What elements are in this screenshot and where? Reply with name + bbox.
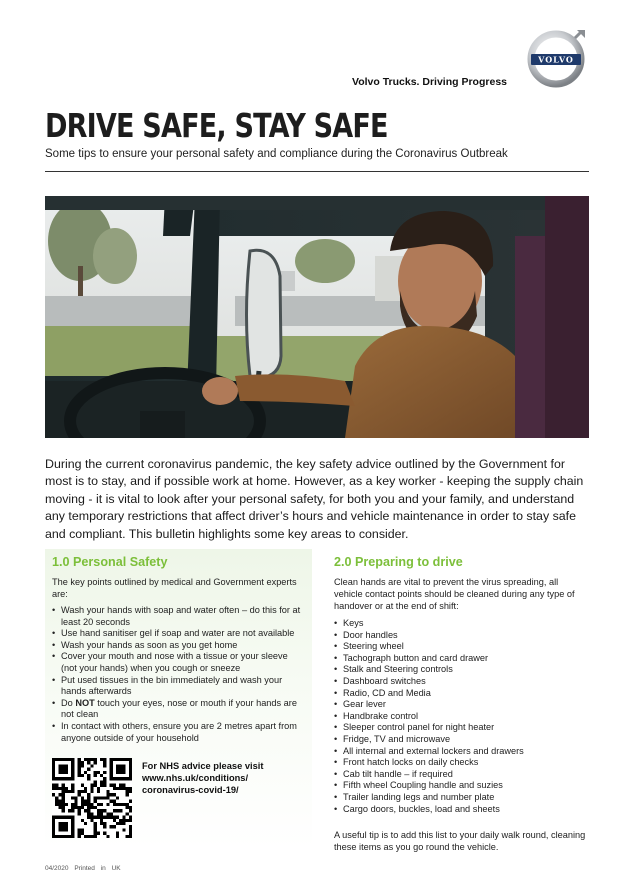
tagline: Volvo Trucks. Driving Progress [351,76,507,88]
list-item: • Wash your hands as soon as you get home [52,640,304,652]
list-item: • Handbrake control [334,711,584,723]
personal-safety-list [52,605,304,744]
list-item: • Sleeper control panel for night heater [334,722,584,734]
list-item: • Dashboard switches [334,676,584,688]
driver-photo [45,196,589,438]
walkround-tip: A useful tip is to add this list to your daily walk round, cleaning these items as you go round the vehicle. [334,830,586,853]
page-title: DRIVE SAFE, STAY SAFE [45,106,388,145]
list-item: • Fifth wheel Coupling handle and suzies [334,780,584,792]
svg-text:VOLVO: VOLVO [538,54,574,65]
list-item: • Wash your hands with soap and water often – do this for at least 20 seconds [52,605,304,628]
list-item: • Front hatch locks on daily checks [334,757,584,769]
list-item: • Trailer landing legs and number plate [334,792,584,804]
page-subtitle: Some tips to ensure your personal safety and compliance during the Coronavirus Outbreak [45,148,508,160]
list-item: • Put used tissues in the bin immediately and wash your hands afterwards [52,675,304,698]
list-item: • Use hand sanitiser gel if soap and water are not available [52,628,304,640]
personal-safety-heading: 1.0 Personal Safety [52,555,168,569]
list-item-post: touch your eyes, nose or mouth if your hands are not clean [61,697,297,720]
header-divider [45,171,589,172]
footer [45,865,121,872]
footer-date: 04/2020 [45,865,69,872]
list-item: • Steering wheel [334,641,584,653]
nhs-advice-link[interactable]: For NHS advice please visit www.nhs.uk/conditions/ coronavirus-covid-19/ [142,761,264,796]
list-item: • Cargo doors, buckles, load and sheets [334,804,584,816]
volvo-logo [527,28,587,88]
list-item [52,698,304,721]
list-item: • Cab tilt handle – if required [334,769,584,781]
list-item: • Door handles [334,630,584,642]
preparing-lead: Clean hands are vital to prevent the virus spreading, all vehicle contact points should be cleaned during any type of handover or at the end of shift: [334,577,575,612]
intro-paragraph: During the current coronavirus pandemic, the key safety advice outlined by the Government for most is to stay, and if possible work at home. However, as a key worker - keeping the supply chain moving - it is vital to look after your personal safety, for both you and your family, and understand any temporary restrictions that affect driver’s hours and vehicle maintenance in order to stay safe and compliant. This bulletin highlights some key areas to consider. [45,457,584,541]
list-item: • Tachograph button and card drawer [334,653,584,665]
nhs-qr-code[interactable] [52,758,132,838]
list-item-emphasis: NOT [75,697,95,708]
list-item: • Fridge, TV and microwave [334,734,584,746]
list-item: • Radio, CD and Media [334,688,584,700]
list-item: • Cover your mouth and nose with a tissue or your sleeve (not your hands) when you cough or sneeze [52,651,304,674]
personal-safety-lead: The key points outlined by medical and Government experts are: [52,577,297,600]
list-item: • Stalk and Steering controls [334,664,584,676]
preparing-list [334,618,584,815]
list-item: • Keys [334,618,584,630]
list-item-pre: Do [61,697,76,708]
list-item: • In contact with others, ensure you are 2 metres apart from anyone outside of your household [52,721,304,744]
preparing-heading: 2.0 Preparing to drive [334,555,463,569]
footer-printed: Printed in UK [74,865,121,872]
list-item: • All internal and external lockers and drawers [334,746,584,758]
list-item: • Gear lever [334,699,584,711]
